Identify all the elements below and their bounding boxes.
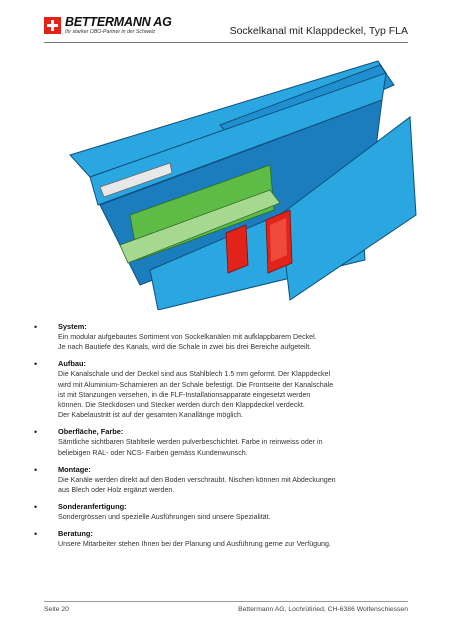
socket-outlet [226, 225, 248, 273]
list-item [34, 502, 424, 522]
bullet-marker: • [34, 322, 38, 332]
footer-divider [44, 601, 408, 602]
section-body: Unsere Mitarbeiter stehen Ihnen bei der Planung und Ausführung gerne zur Verfügung. [58, 540, 331, 549]
section-body: Sondergrössen und spezielle Ausführungen sind unsere Spezialität. [58, 513, 271, 522]
list-item [34, 465, 424, 495]
bullet-marker: • [34, 359, 38, 370]
section-heading: Montage: [58, 464, 91, 474]
section-body: Ein modular aufgebautes Sortiment von Sockelkanälen mit aufklappbarem Deckel. Je nach Bautiefe des Kanals, wird die Schale in zwei bis drei Bereiche aufgeteilt. [58, 333, 317, 352]
section-body: Sämtliche sichtbaren Stahlteile werden pulverbeschichtet. Farbe in reinweiss oder in beliebigen RAL- oder NCS- Farben gemäss Kundenwunsch. [58, 438, 323, 457]
header-divider [44, 42, 408, 43]
bullet-marker: • [34, 464, 38, 475]
section-heading: Sonderanfertigung: [58, 502, 127, 512]
section-heading: Beratung: [58, 529, 93, 539]
list-item [34, 359, 424, 420]
company-logo [44, 17, 184, 43]
list-item [34, 529, 424, 549]
feature-list [34, 322, 424, 557]
bullet-marker: • [34, 427, 38, 438]
section-heading: Aufbau: [58, 359, 86, 369]
swiss-cross-icon [44, 17, 61, 34]
company-address: Bettermann AG, Lochrütiried, CH-6386 Wolfenschiessen [238, 606, 408, 613]
section-heading: Oberfläche, Farbe: [58, 427, 124, 437]
socket-face [270, 218, 287, 262]
page-header [0, 0, 452, 50]
page-number: Seite 20 [44, 606, 69, 613]
list-item [34, 322, 424, 352]
bullet-marker: • [34, 502, 38, 513]
document-title: Sockelkanal mit Klappdeckel, Typ FLA [229, 25, 408, 37]
company-tagline: Ihr starker OBO-Partner in der Schweiz [65, 29, 156, 35]
section-heading: System: [58, 322, 87, 331]
section-body: Die Kanäle werden direkt auf den Boden verschraubt. Nischen können mit Abdeckungen aus Blech oder Holz ergänzt werden. [58, 475, 336, 495]
section-body: Die Kanalschale und der Deckel sind aus Stahlblech 1.5 mm geformt. Der Klappdeckel wird mit Aluminium-Scharnieren an der Schale befestigt. Die Frontseite der Kanalschale ist mit Stanzungen versehen, in die FLF-Installationsapparate eingesetzt werden können. Die Steckdosen und Stecker werden durch den Klappdeckel verdeckt. Der Kabelaustritt ist auf der gesamten Kanallänge möglich. [58, 370, 334, 420]
company-name: BETTERMANN AG [65, 15, 172, 29]
list-item [34, 427, 424, 457]
channel-illustration [30, 55, 430, 310]
bullet-marker: • [34, 529, 38, 540]
